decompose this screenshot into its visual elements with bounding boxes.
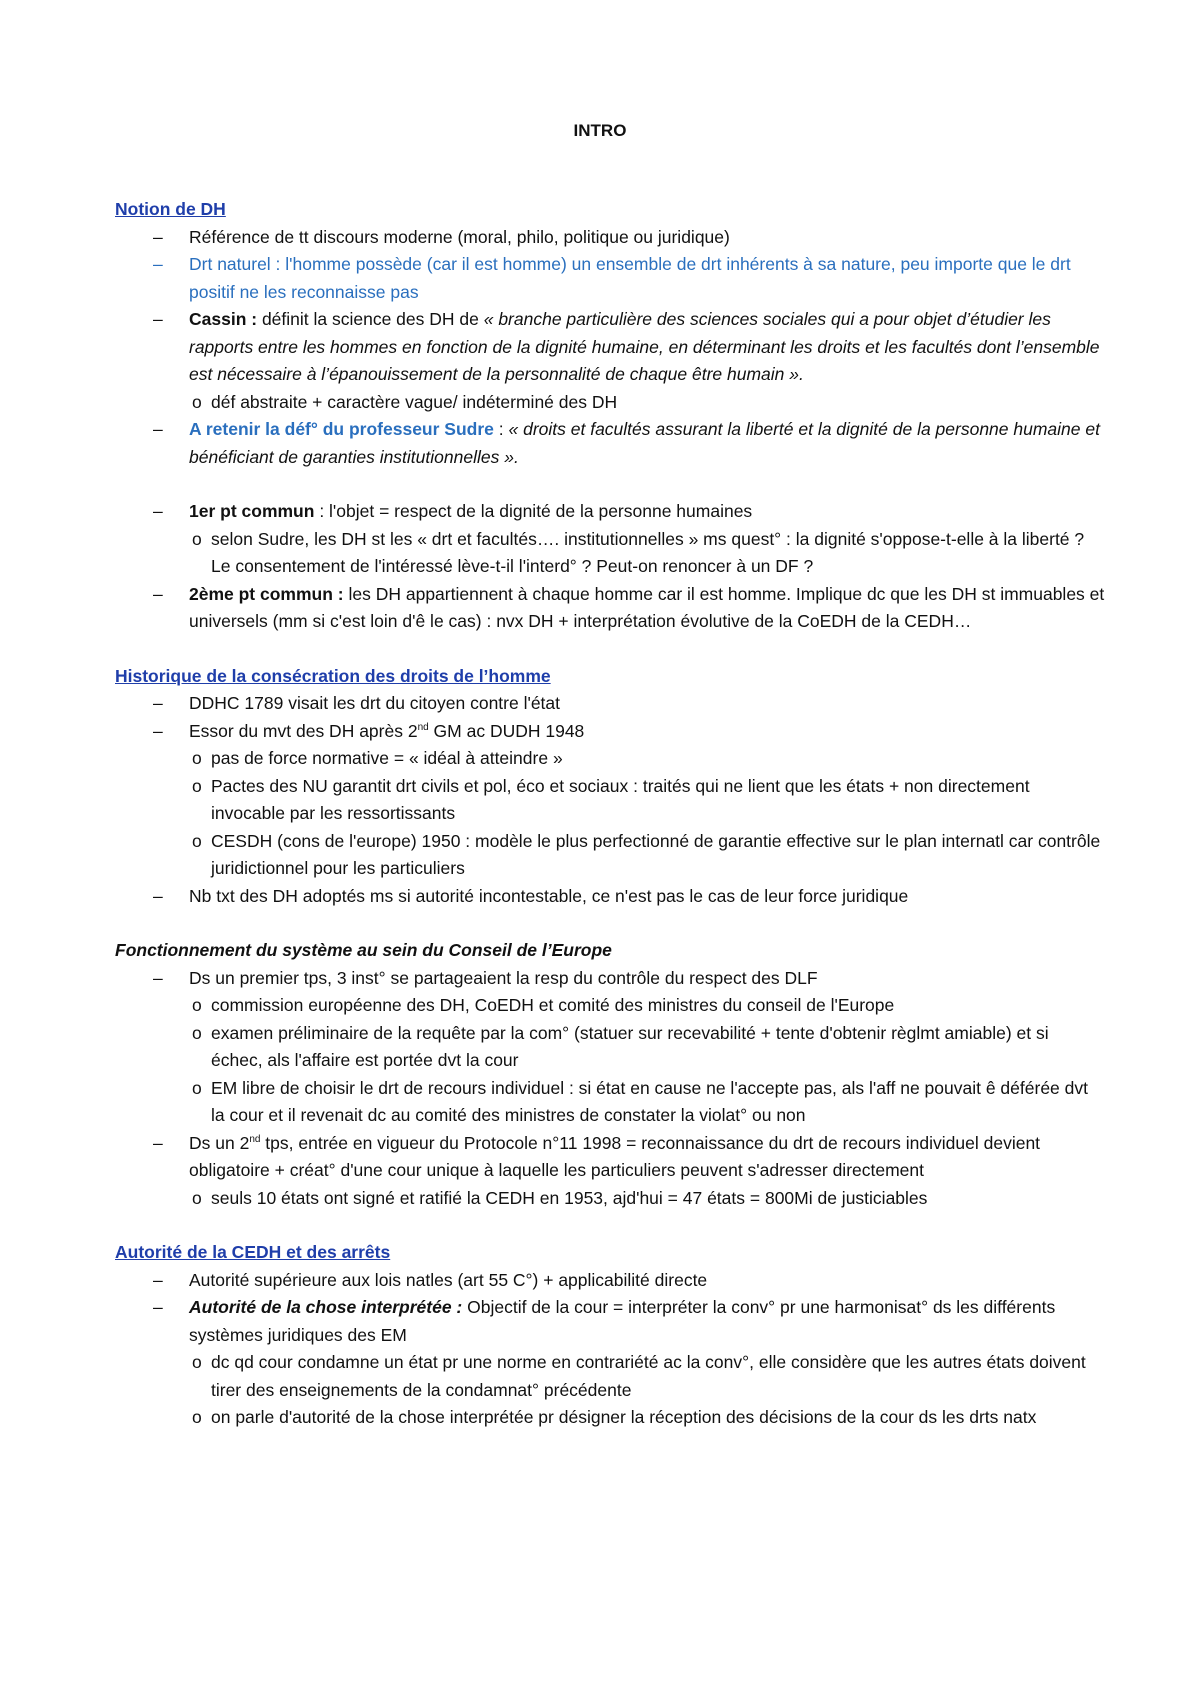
document-body (115, 196, 1105, 1459)
circle-bullet: o (192, 528, 202, 549)
dash-bullet: – (153, 885, 163, 906)
item-text: Drt naturel : l'homme possède (car il est homme) un ensemble de drt inhérents à sa nature, peu importe que le drt positif ne les reconnaisse pas (189, 254, 1071, 302)
item-text: Autorité supérieure aux lois natles (art 55 C°) + applicabilité directe (189, 1269, 708, 1290)
sub-item (189, 773, 1105, 828)
item-lead: 1er pt commun (189, 501, 315, 521)
sub-item-text: examen préliminaire de la requête par la com° (statuer sur recevabilité + tente d'obtenir règlmt amiable) et si échec, als l'affaire est portée dvt la cour (211, 1022, 1049, 1070)
item-lead: Autorité de la chose interprétée : (189, 1297, 463, 1317)
item-text: Essor du mvt des DH après 2 (189, 720, 418, 741)
item-text: les DH appartiennent à chaque homme car il est homme. Implique dc que les DH st immuables et universels (mm si c'est loin d'ê le cas) : nvx DH + interprétation évolutive de la CoEDH de la CEDH… (189, 583, 1105, 631)
circle-bullet: o (192, 775, 202, 796)
sub-item-text: CESDH (cons de l'europe) 1950 : modèle le plus perfectionné de garantie effective sur le plan internatl car contrôle juridictionnel pour les particuliers (211, 830, 1101, 878)
circle-bullet: o (192, 1077, 202, 1098)
item-quote: « branche particulière des sciences sociales qui a pour objet d’étudier les rapports entre les hommes en fonction de la dignité humaine, en déterminant les droits et les facultés dont l’ensemble est nécessaire à l’épanouissement de la personnalité de chaque être humain ». (189, 309, 1100, 384)
circle-bullet: o (192, 748, 202, 768)
list-item (115, 581, 1105, 636)
section-heading: Fonctionnement du système au sein du Conseil de l’Europe (115, 940, 612, 960)
sub-item (189, 828, 1105, 883)
sub-item (189, 389, 1105, 417)
circle-bullet: o (192, 830, 202, 851)
item-text: Référence de tt discours moderne (moral, philo, politique ou juridique) (189, 226, 730, 247)
section-historique (115, 663, 1105, 911)
dash-bullet: – (153, 720, 163, 741)
circle-bullet: o (192, 1187, 202, 1208)
section-heading: Historique de la consécration des droits de l’homme (115, 665, 551, 686)
section-notion-dh (115, 196, 1105, 636)
dash-bullet: – (153, 967, 163, 988)
sub-item-text: seuls 10 états ont signé et ratifié la CEDH en 1953, ajd'hui = 47 états = 800Mi de justiciables (211, 1187, 928, 1208)
dash-bullet: – (153, 583, 163, 604)
sub-item-text: dc qd cour condamne un état pr une norme en contrariété ac la conv°, elle considère que les autres états doivent tirer des enseignements de la condamnat° précédente (211, 1352, 1086, 1400)
list-item (115, 251, 1105, 306)
section-heading: Notion de DH (115, 199, 226, 219)
item-lead: Cassin : (189, 309, 258, 329)
sub-item-text: EM libre de choisir le drt de recours individuel : si état en cause ne l'accepte pas, als l'aff ne pouvait ê déférée dvt la cour et il revenait dc au comité des ministres de constater la violat° ou non (211, 1077, 1088, 1125)
dash-bullet: – (153, 1269, 163, 1290)
item-text: tps, entrée en vigueur du Protocole n°11 1998 = reconnaissance du drt de recours individuel devient obligatoire + créat° d'une cour unique à laquelle les particuliers peuvent s'adresser directement (189, 1132, 1041, 1180)
dash-bullet: – (153, 309, 163, 329)
spacer (115, 636, 1105, 663)
dash-bullet: – (153, 1132, 163, 1153)
item-lead: A retenir la déf° du professeur Sudre (189, 419, 494, 439)
dash-bullet: – (153, 254, 163, 274)
item-text: Ds un premier tps, 3 inst° se partageaient la resp du contrôle du respect des DLF (189, 967, 818, 988)
section-heading: Autorité de la CEDH et des arrêts (115, 1242, 391, 1262)
circle-bullet: o (192, 1022, 202, 1043)
item-text: Ds un 2 (189, 1132, 250, 1153)
sub-item-text: commission européenne des DH, CoEDH et comité des ministres du conseil de l'Europe (211, 995, 895, 1015)
sub-item-text: Pactes des NU garantit drt civils et pol, éco et sociaux : traités qui ne lient que les états + non directement invocable par les ressortissants (211, 775, 1030, 823)
sub-item-text: selon Sudre, les DH st les « drt et facultés…. institutionnelles » ms quest° : la dignité s'oppose-t-elle à la liberté ? Le consentement de l'intéressé lève-t-il l'interd° ? Peut-on renoncer à un DF ? (211, 528, 1085, 576)
item-text: Objectif de la cour = interpréter la conv° pr une harmonisat° ds les différents systèmes juridiques des EM (189, 1297, 1056, 1345)
sub-item (189, 992, 1105, 1020)
item-text: DDHC 1789 visait les drt du citoyen contre l'état (189, 693, 561, 713)
circle-bullet: o (192, 391, 202, 412)
sub-item-text: pas de force normative = « idéal à atteindre » (211, 748, 563, 768)
sub-item (189, 1404, 1105, 1432)
list-item (115, 306, 1105, 416)
list-item (115, 718, 1105, 883)
circle-bullet: o (192, 1352, 202, 1372)
list-item (115, 416, 1105, 471)
item-text: définit la science des DH de (257, 309, 484, 329)
sub-item-text: déf abstraite + caractère vague/ indéterminé des DH (211, 391, 618, 412)
list-item (115, 224, 1105, 252)
list-item (115, 1267, 1105, 1295)
spacer (115, 471, 1105, 498)
dash-bullet: – (153, 501, 163, 521)
dash-bullet: – (153, 1297, 163, 1317)
item-text: GM ac DUDH 1948 (428, 720, 585, 741)
sub-item-text: on parle d'autorité de la chose interprétée pr désigner la réception des décisions de la cour ds les drts natx (211, 1407, 1037, 1427)
dash-bullet: – (153, 693, 163, 713)
dash-bullet: – (153, 419, 163, 439)
circle-bullet: o (192, 995, 202, 1015)
superscript: nd (249, 1133, 261, 1145)
sub-item (189, 1185, 1105, 1213)
item-text: : l'objet = respect de la dignité de la personne humaines (314, 501, 753, 521)
list-item (115, 965, 1105, 1130)
list-item (115, 1294, 1105, 1432)
sub-item (189, 745, 1105, 773)
circle-bullet: o (192, 1407, 202, 1427)
document-title: INTRO (573, 121, 627, 140)
section-fonctionnement (115, 937, 1105, 1212)
dash-bullet: – (153, 226, 163, 247)
sub-item (189, 526, 1105, 581)
list-item (115, 498, 1105, 581)
sub-item (189, 1075, 1105, 1130)
item-quote: « droits et facultés assurant la liberté et la dignité de la personne humaine et bénéficiant de garanties institutionnelles ». (189, 419, 1100, 467)
item-text: Nb txt des DH adoptés ms si autorité incontestable, ce n'est pas le cas de leur force juridique (189, 885, 909, 906)
superscript: nd (417, 721, 429, 733)
sub-item (189, 1020, 1105, 1075)
section-autorite (115, 1239, 1105, 1432)
list-item (115, 883, 1105, 911)
item-text: : (493, 419, 509, 439)
list-item (115, 1130, 1105, 1213)
item-lead: 2ème pt commun : (189, 583, 344, 604)
list-item (115, 690, 1105, 718)
sub-item (189, 1349, 1105, 1404)
